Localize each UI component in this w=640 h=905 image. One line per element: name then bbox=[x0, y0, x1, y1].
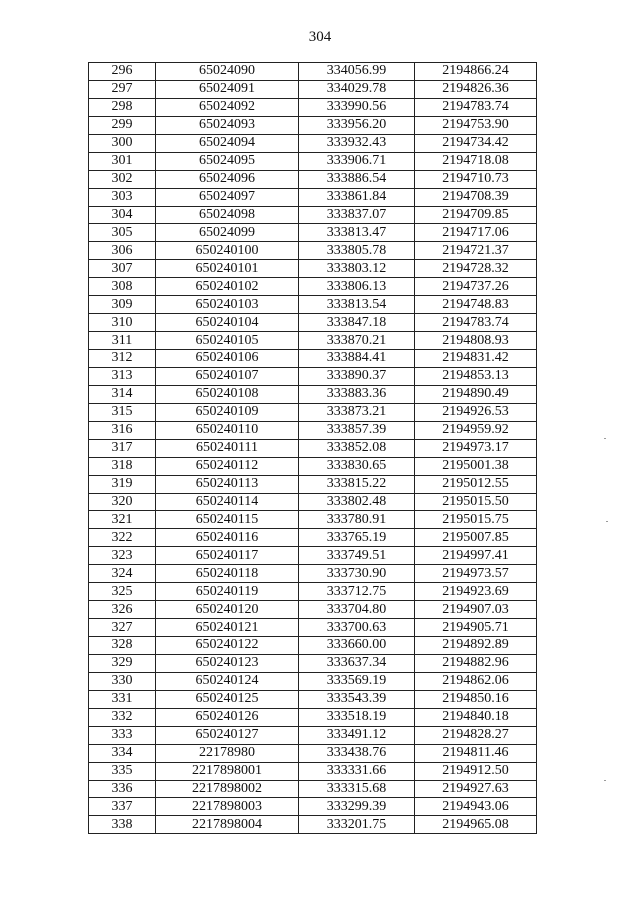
row-index-cell: 305 bbox=[89, 224, 156, 242]
x-coordinate-cell: 333906.71 bbox=[299, 152, 415, 170]
point-id-cell: 650240127 bbox=[156, 726, 299, 744]
table-row bbox=[89, 511, 537, 529]
table-row bbox=[89, 98, 537, 116]
table-row bbox=[89, 242, 537, 260]
point-id-cell: 650240115 bbox=[156, 511, 299, 529]
row-index-cell: 299 bbox=[89, 116, 156, 134]
scan-speck bbox=[604, 438, 606, 439]
row-index-cell: 328 bbox=[89, 637, 156, 655]
point-id-cell: 650240108 bbox=[156, 385, 299, 403]
scan-speck bbox=[606, 521, 608, 522]
table-row bbox=[89, 260, 537, 278]
y-coordinate-cell: 2194718.08 bbox=[415, 152, 537, 170]
y-coordinate-cell: 2194965.08 bbox=[415, 816, 537, 834]
point-id-cell: 650240106 bbox=[156, 350, 299, 368]
x-coordinate-cell: 333890.37 bbox=[299, 367, 415, 385]
y-coordinate-cell: 2194811.46 bbox=[415, 744, 537, 762]
row-index-cell: 325 bbox=[89, 583, 156, 601]
point-id-cell: 650240118 bbox=[156, 565, 299, 583]
table-row bbox=[89, 296, 537, 314]
point-id-cell: 650240117 bbox=[156, 547, 299, 565]
row-index-cell: 314 bbox=[89, 385, 156, 403]
table-row bbox=[89, 439, 537, 457]
x-coordinate-cell: 333830.65 bbox=[299, 457, 415, 475]
table-row bbox=[89, 798, 537, 816]
point-id-cell: 650240110 bbox=[156, 421, 299, 439]
point-id-cell: 2217898001 bbox=[156, 762, 299, 780]
point-id-cell: 650240119 bbox=[156, 583, 299, 601]
x-coordinate-cell: 333802.48 bbox=[299, 493, 415, 511]
table-row bbox=[89, 744, 537, 762]
table-row bbox=[89, 762, 537, 780]
point-id-cell: 65024093 bbox=[156, 116, 299, 134]
table-row bbox=[89, 224, 537, 242]
x-coordinate-cell: 333491.12 bbox=[299, 726, 415, 744]
x-coordinate-cell: 333847.18 bbox=[299, 314, 415, 332]
x-coordinate-cell: 333749.51 bbox=[299, 547, 415, 565]
x-coordinate-cell: 333315.68 bbox=[299, 780, 415, 798]
row-index-cell: 307 bbox=[89, 260, 156, 278]
point-id-cell: 65024098 bbox=[156, 206, 299, 224]
table-row bbox=[89, 690, 537, 708]
point-id-cell: 65024095 bbox=[156, 152, 299, 170]
table-row bbox=[89, 170, 537, 188]
table-row bbox=[89, 529, 537, 547]
y-coordinate-cell: 2194808.93 bbox=[415, 332, 537, 350]
x-coordinate-cell: 333883.36 bbox=[299, 385, 415, 403]
row-index-cell: 318 bbox=[89, 457, 156, 475]
y-coordinate-cell: 2194734.42 bbox=[415, 134, 537, 152]
y-coordinate-cell: 2194831.42 bbox=[415, 350, 537, 368]
point-id-cell: 650240124 bbox=[156, 672, 299, 690]
point-id-cell: 650240102 bbox=[156, 278, 299, 296]
y-coordinate-cell: 2194973.17 bbox=[415, 439, 537, 457]
table-row bbox=[89, 547, 537, 565]
x-coordinate-cell: 333765.19 bbox=[299, 529, 415, 547]
table-row bbox=[89, 457, 537, 475]
x-coordinate-cell: 333438.76 bbox=[299, 744, 415, 762]
y-coordinate-cell: 2194927.63 bbox=[415, 780, 537, 798]
y-coordinate-cell: 2194828.27 bbox=[415, 726, 537, 744]
row-index-cell: 331 bbox=[89, 690, 156, 708]
y-coordinate-cell: 2194721.37 bbox=[415, 242, 537, 260]
row-index-cell: 303 bbox=[89, 188, 156, 206]
y-coordinate-cell: 2194923.69 bbox=[415, 583, 537, 601]
point-id-cell: 650240114 bbox=[156, 493, 299, 511]
y-coordinate-cell: 2194748.83 bbox=[415, 296, 537, 314]
point-id-cell: 650240112 bbox=[156, 457, 299, 475]
x-coordinate-cell: 333852.08 bbox=[299, 439, 415, 457]
coordinates-table bbox=[88, 62, 537, 834]
row-index-cell: 323 bbox=[89, 547, 156, 565]
y-coordinate-cell: 2194728.32 bbox=[415, 260, 537, 278]
y-coordinate-cell: 2195012.55 bbox=[415, 475, 537, 493]
point-id-cell: 650240116 bbox=[156, 529, 299, 547]
y-coordinate-cell: 2194973.57 bbox=[415, 565, 537, 583]
table-row bbox=[89, 134, 537, 152]
point-id-cell: 650240121 bbox=[156, 619, 299, 637]
row-index-cell: 319 bbox=[89, 475, 156, 493]
y-coordinate-cell: 2194850.16 bbox=[415, 690, 537, 708]
y-coordinate-cell: 2194840.18 bbox=[415, 708, 537, 726]
coordinates-table-body bbox=[89, 63, 537, 834]
row-index-cell: 324 bbox=[89, 565, 156, 583]
x-coordinate-cell: 333990.56 bbox=[299, 98, 415, 116]
table-row bbox=[89, 493, 537, 511]
row-index-cell: 334 bbox=[89, 744, 156, 762]
row-index-cell: 310 bbox=[89, 314, 156, 332]
x-coordinate-cell: 333956.20 bbox=[299, 116, 415, 134]
y-coordinate-cell: 2194882.96 bbox=[415, 654, 537, 672]
x-coordinate-cell: 333873.21 bbox=[299, 403, 415, 421]
x-coordinate-cell: 333886.54 bbox=[299, 170, 415, 188]
x-coordinate-cell: 333201.75 bbox=[299, 816, 415, 834]
point-id-cell: 650240111 bbox=[156, 439, 299, 457]
x-coordinate-cell: 333712.75 bbox=[299, 583, 415, 601]
point-id-cell: 2217898003 bbox=[156, 798, 299, 816]
x-coordinate-cell: 334056.99 bbox=[299, 63, 415, 81]
table-row bbox=[89, 385, 537, 403]
row-index-cell: 321 bbox=[89, 511, 156, 529]
table-row bbox=[89, 637, 537, 655]
x-coordinate-cell: 333569.19 bbox=[299, 672, 415, 690]
point-id-cell: 65024097 bbox=[156, 188, 299, 206]
x-coordinate-cell: 333813.47 bbox=[299, 224, 415, 242]
row-index-cell: 296 bbox=[89, 63, 156, 81]
row-index-cell: 316 bbox=[89, 421, 156, 439]
y-coordinate-cell: 2195015.75 bbox=[415, 511, 537, 529]
y-coordinate-cell: 2194892.89 bbox=[415, 637, 537, 655]
table-row bbox=[89, 654, 537, 672]
row-index-cell: 308 bbox=[89, 278, 156, 296]
x-coordinate-cell: 333730.90 bbox=[299, 565, 415, 583]
table-row bbox=[89, 565, 537, 583]
row-index-cell: 322 bbox=[89, 529, 156, 547]
x-coordinate-cell: 333543.39 bbox=[299, 690, 415, 708]
x-coordinate-cell: 333803.12 bbox=[299, 260, 415, 278]
point-id-cell: 650240109 bbox=[156, 403, 299, 421]
y-coordinate-cell: 2194783.74 bbox=[415, 98, 537, 116]
row-index-cell: 304 bbox=[89, 206, 156, 224]
table-row bbox=[89, 672, 537, 690]
table-row bbox=[89, 350, 537, 368]
x-coordinate-cell: 333637.34 bbox=[299, 654, 415, 672]
y-coordinate-cell: 2194866.24 bbox=[415, 63, 537, 81]
point-id-cell: 650240103 bbox=[156, 296, 299, 314]
x-coordinate-cell: 333331.66 bbox=[299, 762, 415, 780]
point-id-cell: 65024094 bbox=[156, 134, 299, 152]
table-row bbox=[89, 726, 537, 744]
point-id-cell: 2217898002 bbox=[156, 780, 299, 798]
row-index-cell: 297 bbox=[89, 80, 156, 98]
x-coordinate-cell: 333870.21 bbox=[299, 332, 415, 350]
table-row bbox=[89, 367, 537, 385]
y-coordinate-cell: 2194737.26 bbox=[415, 278, 537, 296]
row-index-cell: 320 bbox=[89, 493, 156, 511]
point-id-cell: 650240113 bbox=[156, 475, 299, 493]
point-id-cell: 65024092 bbox=[156, 98, 299, 116]
row-index-cell: 330 bbox=[89, 672, 156, 690]
x-coordinate-cell: 333518.19 bbox=[299, 708, 415, 726]
point-id-cell: 65024096 bbox=[156, 170, 299, 188]
point-id-cell: 650240123 bbox=[156, 654, 299, 672]
row-index-cell: 327 bbox=[89, 619, 156, 637]
x-coordinate-cell: 333861.84 bbox=[299, 188, 415, 206]
y-coordinate-cell: 2194717.06 bbox=[415, 224, 537, 242]
point-id-cell: 650240126 bbox=[156, 708, 299, 726]
x-coordinate-cell: 333700.63 bbox=[299, 619, 415, 637]
scan-speck bbox=[604, 780, 606, 781]
y-coordinate-cell: 2194907.03 bbox=[415, 601, 537, 619]
row-index-cell: 309 bbox=[89, 296, 156, 314]
table-row bbox=[89, 421, 537, 439]
y-coordinate-cell: 2194783.74 bbox=[415, 314, 537, 332]
row-index-cell: 337 bbox=[89, 798, 156, 816]
point-id-cell: 22178980 bbox=[156, 744, 299, 762]
table-row bbox=[89, 816, 537, 834]
y-coordinate-cell: 2195007.85 bbox=[415, 529, 537, 547]
table-row bbox=[89, 80, 537, 98]
point-id-cell: 650240125 bbox=[156, 690, 299, 708]
point-id-cell: 650240122 bbox=[156, 637, 299, 655]
row-index-cell: 332 bbox=[89, 708, 156, 726]
x-coordinate-cell: 333660.00 bbox=[299, 637, 415, 655]
point-id-cell: 65024099 bbox=[156, 224, 299, 242]
table-row bbox=[89, 619, 537, 637]
x-coordinate-cell: 333857.39 bbox=[299, 421, 415, 439]
x-coordinate-cell: 333299.39 bbox=[299, 798, 415, 816]
point-id-cell: 650240107 bbox=[156, 367, 299, 385]
y-coordinate-cell: 2194708.39 bbox=[415, 188, 537, 206]
y-coordinate-cell: 2194890.49 bbox=[415, 385, 537, 403]
point-id-cell: 2217898004 bbox=[156, 816, 299, 834]
point-id-cell: 65024091 bbox=[156, 80, 299, 98]
x-coordinate-cell: 333805.78 bbox=[299, 242, 415, 260]
y-coordinate-cell: 2194710.73 bbox=[415, 170, 537, 188]
x-coordinate-cell: 333704.80 bbox=[299, 601, 415, 619]
y-coordinate-cell: 2194753.90 bbox=[415, 116, 537, 134]
row-index-cell: 326 bbox=[89, 601, 156, 619]
x-coordinate-cell: 333932.43 bbox=[299, 134, 415, 152]
row-index-cell: 315 bbox=[89, 403, 156, 421]
y-coordinate-cell: 2194959.92 bbox=[415, 421, 537, 439]
y-coordinate-cell: 2194905.71 bbox=[415, 619, 537, 637]
row-index-cell: 329 bbox=[89, 654, 156, 672]
table-row bbox=[89, 601, 537, 619]
x-coordinate-cell: 333837.07 bbox=[299, 206, 415, 224]
table-row bbox=[89, 206, 537, 224]
x-coordinate-cell: 333813.54 bbox=[299, 296, 415, 314]
table-row bbox=[89, 314, 537, 332]
table-row bbox=[89, 403, 537, 421]
row-index-cell: 298 bbox=[89, 98, 156, 116]
row-index-cell: 301 bbox=[89, 152, 156, 170]
x-coordinate-cell: 334029.78 bbox=[299, 80, 415, 98]
table-row bbox=[89, 152, 537, 170]
y-coordinate-cell: 2194926.53 bbox=[415, 403, 537, 421]
x-coordinate-cell: 333806.13 bbox=[299, 278, 415, 296]
table-row bbox=[89, 780, 537, 798]
row-index-cell: 313 bbox=[89, 367, 156, 385]
row-index-cell: 338 bbox=[89, 816, 156, 834]
point-id-cell: 650240120 bbox=[156, 601, 299, 619]
row-index-cell: 312 bbox=[89, 350, 156, 368]
y-coordinate-cell: 2194826.36 bbox=[415, 80, 537, 98]
x-coordinate-cell: 333815.22 bbox=[299, 475, 415, 493]
row-index-cell: 333 bbox=[89, 726, 156, 744]
y-coordinate-cell: 2194853.13 bbox=[415, 367, 537, 385]
y-coordinate-cell: 2195001.38 bbox=[415, 457, 537, 475]
x-coordinate-cell: 333884.41 bbox=[299, 350, 415, 368]
point-id-cell: 650240104 bbox=[156, 314, 299, 332]
table-row bbox=[89, 708, 537, 726]
table-row bbox=[89, 63, 537, 81]
row-index-cell: 306 bbox=[89, 242, 156, 260]
point-id-cell: 650240101 bbox=[156, 260, 299, 278]
table-row bbox=[89, 116, 537, 134]
row-index-cell: 300 bbox=[89, 134, 156, 152]
table-row bbox=[89, 188, 537, 206]
y-coordinate-cell: 2195015.50 bbox=[415, 493, 537, 511]
row-index-cell: 335 bbox=[89, 762, 156, 780]
table-row bbox=[89, 475, 537, 493]
table-row bbox=[89, 583, 537, 601]
table-row bbox=[89, 278, 537, 296]
y-coordinate-cell: 2194912.50 bbox=[415, 762, 537, 780]
point-id-cell: 650240100 bbox=[156, 242, 299, 260]
y-coordinate-cell: 2194943.06 bbox=[415, 798, 537, 816]
page-number: 304 bbox=[308, 29, 332, 45]
row-index-cell: 317 bbox=[89, 439, 156, 457]
table-row bbox=[89, 332, 537, 350]
row-index-cell: 336 bbox=[89, 780, 156, 798]
y-coordinate-cell: 2194709.85 bbox=[415, 206, 537, 224]
point-id-cell: 650240105 bbox=[156, 332, 299, 350]
point-id-cell: 65024090 bbox=[156, 63, 299, 81]
x-coordinate-cell: 333780.91 bbox=[299, 511, 415, 529]
row-index-cell: 302 bbox=[89, 170, 156, 188]
y-coordinate-cell: 2194862.06 bbox=[415, 672, 537, 690]
row-index-cell: 311 bbox=[89, 332, 156, 350]
y-coordinate-cell: 2194997.41 bbox=[415, 547, 537, 565]
